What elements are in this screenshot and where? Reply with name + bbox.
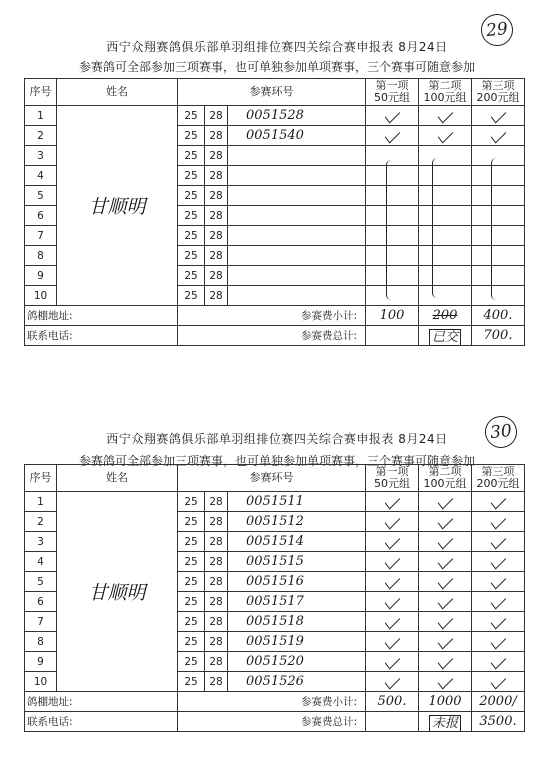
ring-year: 25 [178, 632, 205, 652]
ring-number: 0051540 [228, 126, 366, 146]
check-mark-icon [437, 572, 452, 589]
ring-region: 28 [205, 286, 228, 306]
row-number: 6 [25, 592, 57, 612]
form-title: 西宁众翔赛鸽俱乐部单羽组排位赛四关综合赛申报表 8月24日 [106, 432, 448, 446]
subtotal-row [25, 692, 525, 712]
check-mark-icon [384, 492, 399, 509]
item2-cell [419, 572, 472, 592]
header-no: 序号 [25, 79, 57, 106]
header-no: 序号 [25, 465, 57, 492]
ring-region: 28 [205, 146, 228, 166]
item2-cell [419, 592, 472, 612]
ring-number: 0051518 [228, 612, 366, 632]
subtotal-row [25, 306, 525, 326]
check-mark-icon [384, 672, 399, 689]
header-row [25, 79, 525, 106]
check-mark-icon [490, 572, 505, 589]
check-mark-icon [490, 652, 505, 669]
header-name: 姓名 [57, 465, 178, 492]
header-item2: 第二项 100元组 [419, 465, 472, 492]
ring-number: 0051511 [228, 492, 366, 512]
ring-year: 25 [178, 612, 205, 632]
row-number: 5 [25, 186, 57, 206]
ring-year: 25 [178, 266, 205, 286]
ring-number: 0051516 [228, 572, 366, 592]
subtotal-item1: 500. [366, 692, 419, 712]
row-number: 3 [25, 532, 57, 552]
ring-region: 28 [205, 186, 228, 206]
ring-region: 28 [205, 166, 228, 186]
total-stamp: 未报 [429, 715, 461, 732]
ditto-stroke-item2 [432, 158, 442, 298]
entry-table [24, 78, 525, 346]
check-mark-icon [490, 612, 505, 629]
item2-cell [419, 266, 472, 286]
row-number: 2 [25, 512, 57, 532]
check-mark-icon [384, 612, 399, 629]
ring-year: 25 [178, 186, 205, 206]
ring-number: 0051519 [228, 632, 366, 652]
check-mark-icon [384, 532, 399, 549]
item1-cell [366, 512, 419, 532]
item3-cell [472, 532, 525, 552]
ring-region: 28 [205, 592, 228, 612]
ring-year: 25 [178, 672, 205, 692]
item3-cell [472, 512, 525, 532]
ring-year: 25 [178, 286, 205, 306]
form-subtitle: 参赛鸽可全部参加三项赛事，也可单独参加单项赛事，三个赛事可随意参加 [78, 60, 475, 74]
row-number: 8 [25, 632, 57, 652]
ring-year: 25 [178, 512, 205, 532]
check-mark-icon [437, 532, 452, 549]
page-number-circle: 30 [483, 414, 518, 449]
ring-region: 28 [205, 226, 228, 246]
total-row [25, 712, 525, 732]
item2-cell [419, 552, 472, 572]
item2-cell [419, 652, 472, 672]
item1-cell [366, 672, 419, 692]
item2-cell [419, 206, 472, 226]
item1-cell [366, 126, 419, 146]
header-item2: 第二项 100元组 [419, 79, 472, 106]
entry-form-1 [0, 0, 554, 360]
subtotal-item2: 200 [419, 306, 472, 326]
check-mark-icon [384, 572, 399, 589]
item2-cell [419, 106, 472, 126]
item2-cell [419, 532, 472, 552]
item2-cell [419, 146, 472, 166]
item2-cell [419, 512, 472, 532]
check-mark-icon [437, 612, 452, 629]
total-label: 参赛费总计: [178, 326, 366, 346]
check-mark-icon [384, 126, 399, 143]
ring-region: 28 [205, 552, 228, 572]
total-blank [366, 712, 419, 732]
total-stamp-cell [419, 326, 472, 346]
row-number: 5 [25, 572, 57, 592]
ring-region: 28 [205, 266, 228, 286]
check-mark-icon [437, 672, 452, 689]
subtotal-label: 参赛费小计: [178, 306, 366, 326]
entry-table [24, 464, 525, 732]
item1-cell [366, 492, 419, 512]
check-mark-icon [490, 552, 505, 569]
check-mark-icon [490, 106, 505, 123]
item2-cell [419, 246, 472, 266]
ring-region: 28 [205, 672, 228, 692]
subtotal-item1: 100 [366, 306, 419, 326]
ring-region: 28 [205, 512, 228, 532]
ring-year: 25 [178, 592, 205, 612]
total-value: 700. [472, 326, 525, 346]
ring-region: 28 [205, 572, 228, 592]
ring-number [228, 286, 366, 306]
check-mark-icon [490, 592, 505, 609]
phone-label: 联系电话: [25, 712, 178, 732]
form-title: 西宁众翔赛鸽俱乐部单羽组排位赛四关综合赛申报表 8月24日 [106, 40, 448, 54]
item3-cell [472, 652, 525, 672]
ring-number [228, 266, 366, 286]
item2-cell [419, 166, 472, 186]
ring-number [228, 166, 366, 186]
total-value: 3500. [472, 712, 525, 732]
check-mark-icon [384, 632, 399, 649]
item1-cell [366, 652, 419, 672]
ditto-stroke-item1 [386, 160, 396, 300]
ring-region: 28 [205, 246, 228, 266]
ring-year: 25 [178, 126, 205, 146]
item3-cell [472, 632, 525, 652]
ring-year: 25 [178, 106, 205, 126]
item3-cell [472, 106, 525, 126]
item2-cell [419, 226, 472, 246]
item1-cell [366, 632, 419, 652]
header-item3: 第三项 200元组 [472, 79, 525, 106]
check-mark-icon [490, 512, 505, 529]
check-mark-icon [437, 492, 452, 509]
ring-year: 25 [178, 166, 205, 186]
ring-year: 25 [178, 492, 205, 512]
check-mark-icon [437, 592, 452, 609]
header-item3: 第三项 200元组 [472, 465, 525, 492]
check-mark-icon [437, 632, 452, 649]
ring-region: 28 [205, 612, 228, 632]
ring-region: 28 [205, 206, 228, 226]
item2-cell [419, 492, 472, 512]
header-name: 姓名 [57, 79, 178, 106]
ring-number [228, 246, 366, 266]
address-label: 鸽棚地址: [25, 692, 178, 712]
ring-region: 28 [205, 532, 228, 552]
ring-region: 28 [205, 632, 228, 652]
ring-region: 28 [205, 126, 228, 146]
owner-name: 甘顺明 [57, 492, 178, 692]
check-mark-icon [384, 512, 399, 529]
check-mark-icon [384, 592, 399, 609]
row-number: 7 [25, 226, 57, 246]
item2-cell [419, 126, 472, 146]
subtotal-item2: 1000 [419, 692, 472, 712]
item1-cell [366, 572, 419, 592]
ring-year: 25 [178, 572, 205, 592]
total-row [25, 326, 525, 346]
item3-cell [472, 572, 525, 592]
check-mark-icon [437, 652, 452, 669]
phone-label: 联系电话: [25, 326, 178, 346]
total-label: 参赛费总计: [178, 712, 366, 732]
check-mark-icon [437, 106, 452, 123]
item2-cell [419, 612, 472, 632]
header-row [25, 465, 525, 492]
ring-number: 0051515 [228, 552, 366, 572]
ring-number [228, 146, 366, 166]
page-number-circle: 29 [479, 12, 514, 47]
total-blank [366, 326, 419, 346]
ring-number: 0051526 [228, 672, 366, 692]
item1-cell [366, 592, 419, 612]
row-number: 10 [25, 286, 57, 306]
ditto-stroke-item3 [491, 158, 501, 300]
row-number: 4 [25, 166, 57, 186]
item3-cell [472, 612, 525, 632]
row-number: 10 [25, 672, 57, 692]
ring-year: 25 [178, 146, 205, 166]
address-label: 鸽棚地址: [25, 306, 178, 326]
ring-year: 25 [178, 226, 205, 246]
subtotal-label: 参赛费小计: [178, 692, 366, 712]
table-row [25, 492, 525, 512]
item3-cell [472, 592, 525, 612]
item3-cell [472, 552, 525, 572]
item1-cell [366, 106, 419, 126]
ring-year: 25 [178, 552, 205, 572]
ring-number: 0051512 [228, 512, 366, 532]
item1-cell [366, 532, 419, 552]
check-mark-icon [490, 126, 505, 143]
subtotal-item3: 2000/ [472, 692, 525, 712]
check-mark-icon [490, 492, 505, 509]
item2-cell [419, 672, 472, 692]
ring-region: 28 [205, 652, 228, 672]
check-mark-icon [437, 552, 452, 569]
row-number: 1 [25, 492, 57, 512]
row-number: 4 [25, 552, 57, 572]
entry-form-2 [0, 390, 554, 770]
item2-cell [419, 186, 472, 206]
row-number: 3 [25, 146, 57, 166]
total-stamp: 已交 [429, 329, 461, 346]
check-mark-icon [490, 672, 505, 689]
item3-cell [472, 672, 525, 692]
header-item1: 第一项 50元组 [366, 79, 419, 106]
ring-number [228, 206, 366, 226]
ring-year: 25 [178, 652, 205, 672]
table-row [25, 106, 525, 126]
item1-cell [366, 612, 419, 632]
ring-year: 25 [178, 532, 205, 552]
ring-number: 0051520 [228, 652, 366, 672]
check-mark-icon [384, 552, 399, 569]
ring-number: 0051517 [228, 592, 366, 612]
item3-cell [472, 492, 525, 512]
check-mark-icon [490, 632, 505, 649]
item1-cell [366, 552, 419, 572]
row-number: 7 [25, 612, 57, 632]
item3-cell [472, 126, 525, 146]
header-ring: 参赛环号 [178, 79, 366, 106]
ring-year: 25 [178, 206, 205, 226]
header-ring: 参赛环号 [178, 465, 366, 492]
ring-number [228, 226, 366, 246]
ring-number: 0051514 [228, 532, 366, 552]
item2-cell [419, 632, 472, 652]
check-mark-icon [437, 126, 452, 143]
check-mark-icon [384, 106, 399, 123]
ring-region: 28 [205, 106, 228, 126]
owner-name: 甘顺明 [57, 106, 178, 306]
row-number: 9 [25, 266, 57, 286]
row-number: 6 [25, 206, 57, 226]
row-number: 8 [25, 246, 57, 266]
check-mark-icon [384, 652, 399, 669]
row-number: 1 [25, 106, 57, 126]
ring-region: 28 [205, 492, 228, 512]
check-mark-icon [437, 512, 452, 529]
subtotal-item3: 400. [472, 306, 525, 326]
row-number: 9 [25, 652, 57, 672]
ring-year: 25 [178, 246, 205, 266]
header-item1: 第一项 50元组 [366, 465, 419, 492]
ring-number [228, 186, 366, 206]
item2-cell [419, 286, 472, 306]
ring-number: 0051528 [228, 106, 366, 126]
total-stamp-cell [419, 712, 472, 732]
row-number: 2 [25, 126, 57, 146]
form-subtitle: 参赛鸽可全部参加三项赛事，也可单独参加单项赛事，三个赛事可随意参加 [78, 454, 475, 468]
check-mark-icon [490, 532, 505, 549]
